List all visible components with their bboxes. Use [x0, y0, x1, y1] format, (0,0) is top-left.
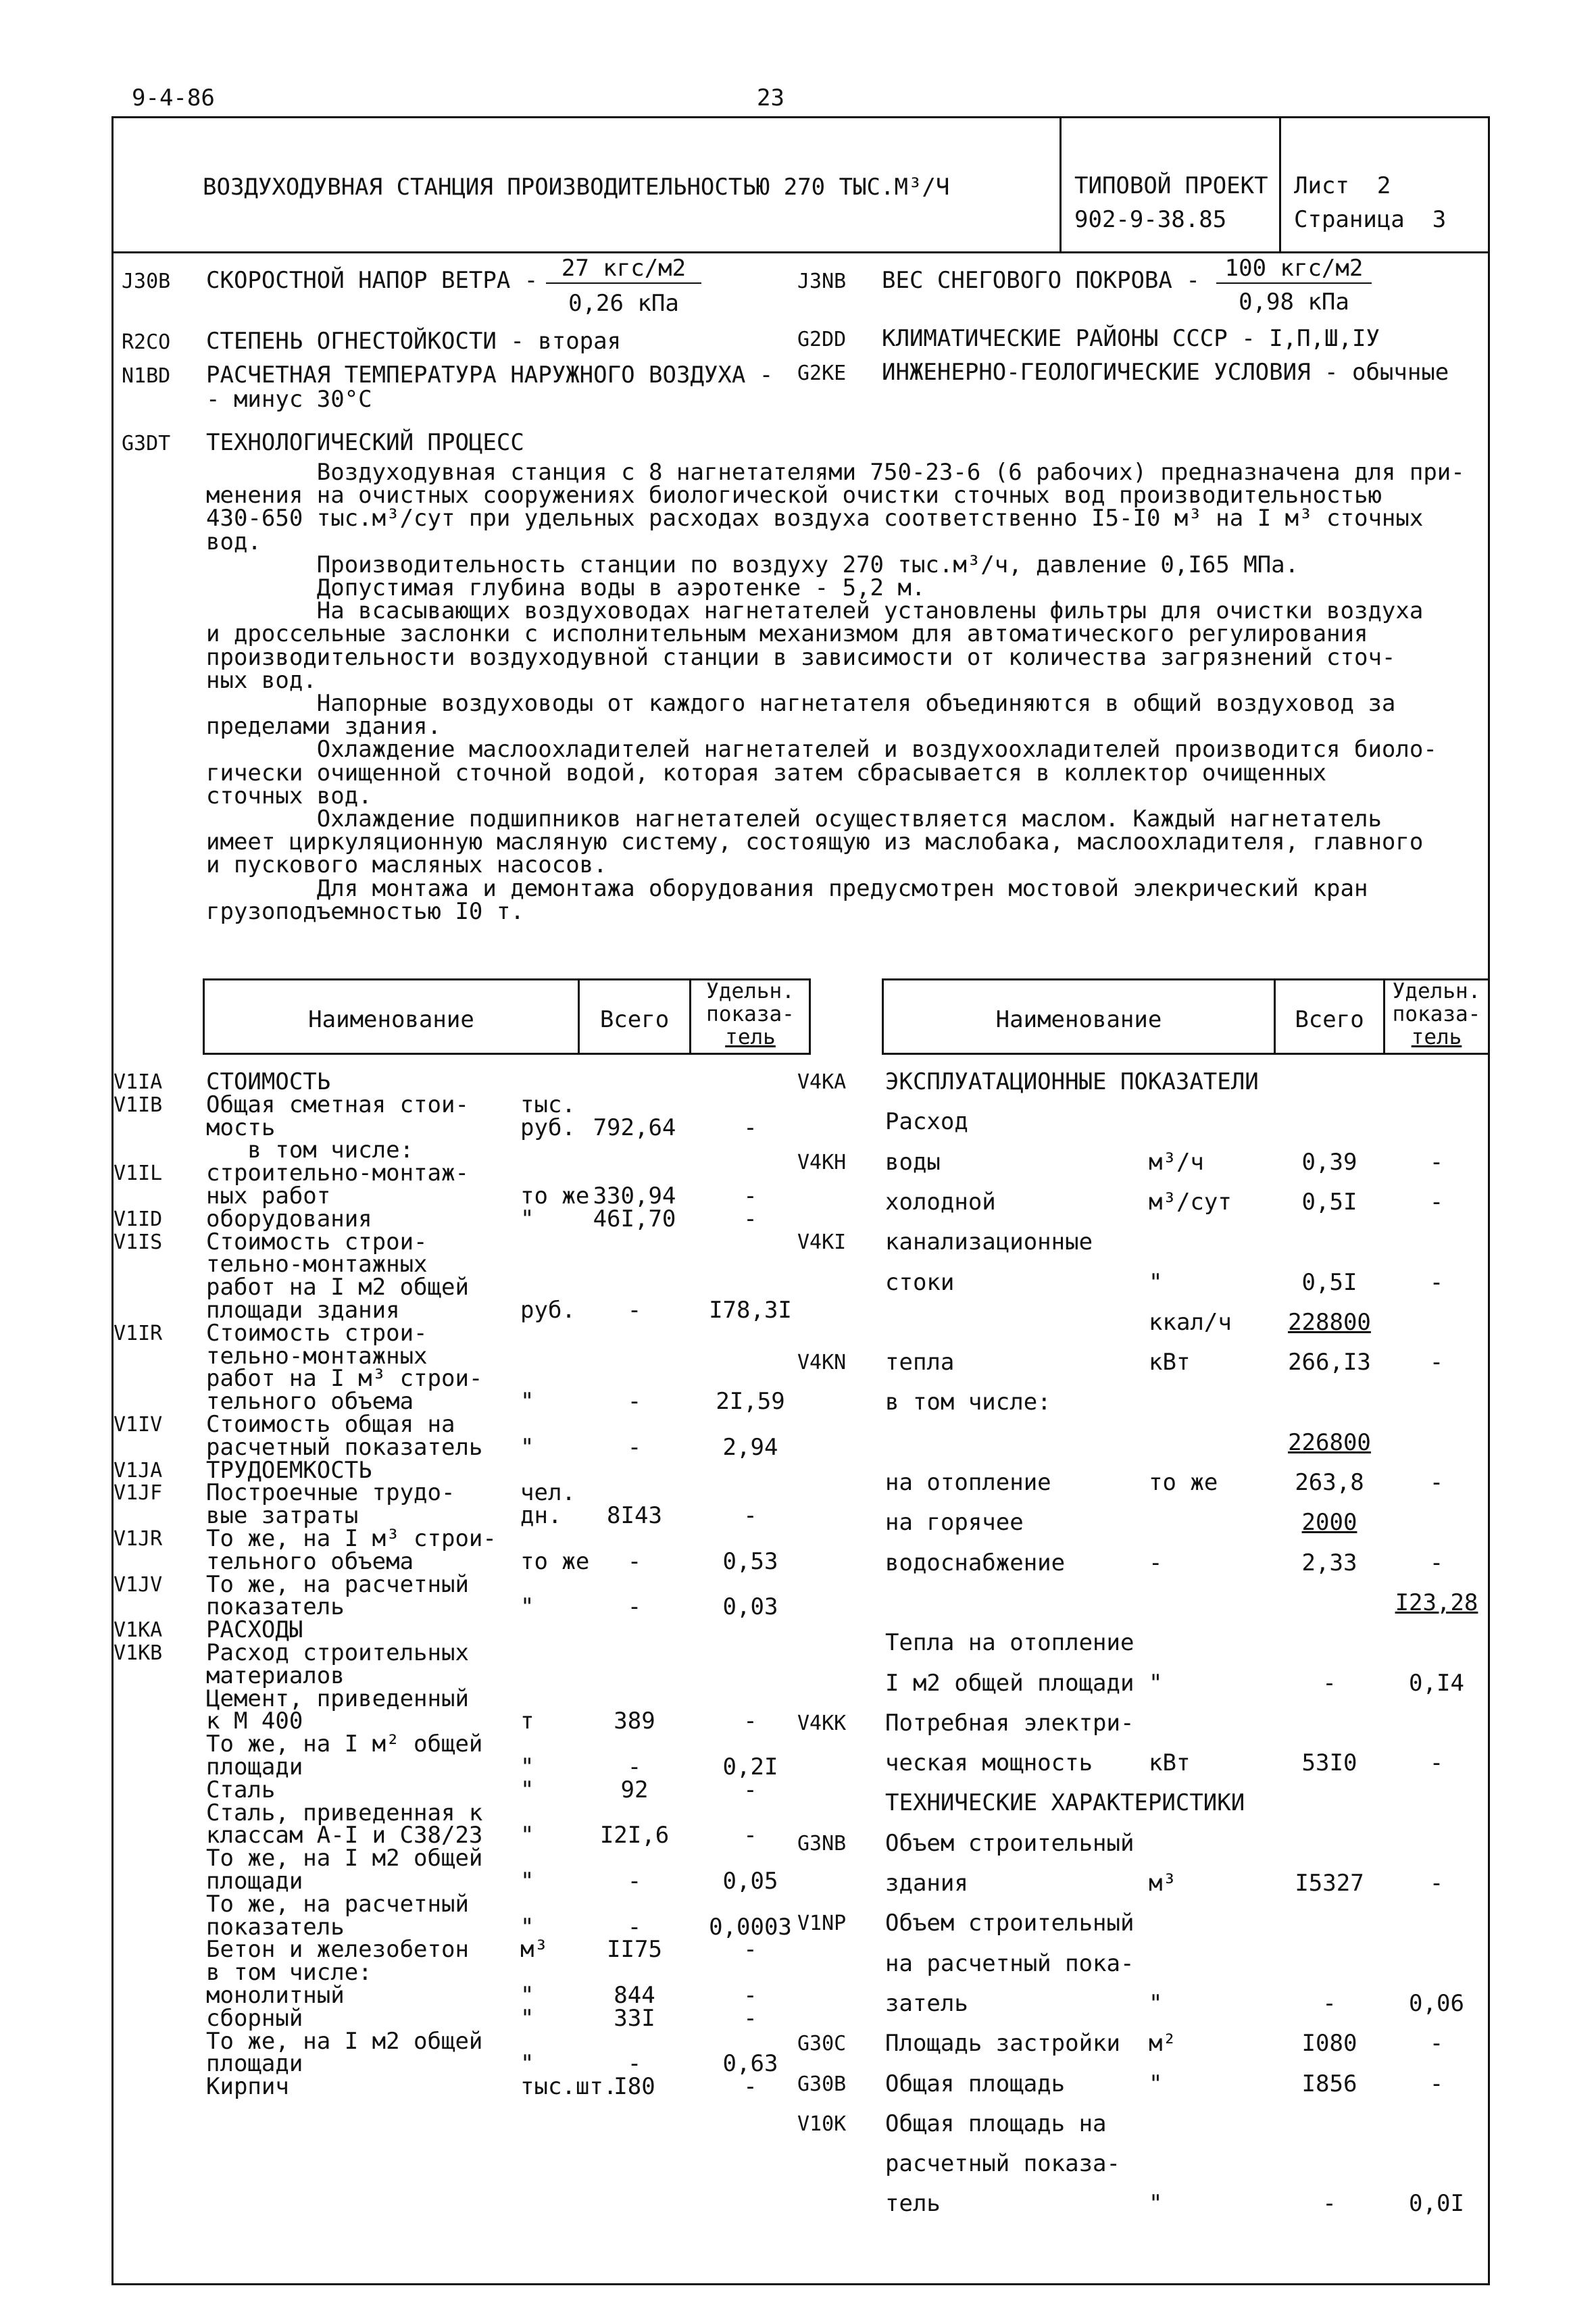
left-header-total: Всего: [599, 1006, 670, 1033]
row-total: 228800: [1288, 1308, 1371, 1336]
row-total: 263,8: [1295, 1469, 1364, 1496]
page-label: Страница 3: [1294, 206, 1447, 233]
row-name: классам А-I и С38/23: [206, 1822, 483, 1849]
row-spec: 0,06: [1409, 1989, 1464, 2017]
row-spec: -: [1429, 1749, 1444, 1777]
row-name: в том числе:: [206, 1959, 372, 1987]
row-code: G3NB: [797, 1831, 847, 1856]
row-name: Стоимость строи-: [206, 1228, 428, 1255]
row-name: оборудования: [206, 1205, 372, 1233]
right-header-spec-3: тель: [1411, 1025, 1462, 1049]
row-unit: ": [520, 1593, 534, 1621]
row-total: II75: [607, 1936, 662, 1964]
row-spec: -: [743, 1183, 757, 1210]
document-title: ВОЗДУХОДУВНАЯ СТАНЦИЯ ПРОИЗВОДИТЕЛЬНОСТЬЮ 270 ТЫС.М³/Ч: [203, 174, 950, 201]
process-line: Охлаждение маслоохладителей нагнетателей и воздухоохладителей производится биоло-: [206, 736, 1437, 764]
row-spec: -: [1429, 1268, 1444, 1296]
row-total: I5327: [1295, 1870, 1364, 1897]
process-line: имеет циркуляционную масляную систему, состоящую из маслобака, маслоохладителя, главного: [206, 828, 1424, 856]
snow-value-1: 100 кгс/м2: [1224, 255, 1364, 282]
process-line: пределами здания.: [206, 713, 441, 741]
row-name: площади: [206, 2050, 303, 2078]
row-unit: -: [1149, 1549, 1163, 1576]
row-unit: тыс.: [520, 1091, 576, 1118]
climate-code: G2DD: [797, 328, 847, 351]
row-total: 266,I3: [1288, 1349, 1371, 1376]
row-unit: кВт: [1149, 1749, 1191, 1777]
row-name: Сталь, приведенная к: [206, 1799, 483, 1826]
project-label: ТИПОВОЙ ПРОЕКТ: [1074, 172, 1268, 199]
climate-text: КЛИМАТИЧЕСКИЕ РАЙОНЫ СССР - I,П,Ш,IУ: [882, 325, 1380, 352]
row-total: 330,94: [593, 1183, 676, 1210]
row-name: расчетный показа-: [885, 2150, 1120, 2178]
row-total: -: [627, 1388, 642, 1416]
geo-code: G2KE: [797, 362, 847, 385]
row-name: Цемент, приведенный: [206, 1685, 469, 1712]
row-spec: -: [743, 1205, 757, 1233]
wind-value-2: 0,26 кПа: [568, 290, 679, 317]
row-name: монолитный: [206, 1982, 345, 2009]
row-total: I80: [614, 2073, 655, 2101]
row-total: 2000: [1301, 1509, 1357, 1537]
row-name: РАСХОДЫ: [206, 1616, 303, 1644]
fire-code: R2CO: [122, 330, 171, 354]
row-code: V1JA: [114, 1458, 163, 1483]
row-total: 844: [614, 1982, 655, 2009]
row-name: тепла: [885, 1349, 955, 1376]
row-unit: дн.: [520, 1502, 562, 1530]
row-name: СТОИМОСТЬ: [206, 1068, 331, 1095]
row-name: То же, на расчетный: [206, 1890, 469, 1918]
process-line: грузоподъемностью I0 т.: [206, 897, 524, 925]
row-unit: м³/сут: [1149, 1188, 1232, 1216]
title-vline-2: [1279, 116, 1281, 253]
row-unit: ": [1149, 1268, 1163, 1296]
row-code: V1JR: [114, 1527, 163, 1551]
row-spec: -: [743, 1776, 757, 1803]
row-total: -: [1322, 1669, 1337, 1697]
row-spec: 0,63: [722, 2050, 778, 2078]
row-name: в том числе:: [885, 1389, 1051, 1416]
row-unit: ": [520, 1388, 534, 1416]
left-header-spec-1: Удельн.: [706, 979, 795, 1003]
row-total: I080: [1301, 2030, 1357, 2058]
left-header-spec-3: тель: [725, 1025, 776, 1049]
right-header-spec-1: Удельн.: [1392, 979, 1481, 1003]
row-total: -: [1322, 1989, 1337, 2017]
row-spec: 0,05: [722, 1868, 778, 1895]
row-name: работ на I м2 общей: [206, 1274, 469, 1301]
row-code: V1ID: [114, 1207, 163, 1231]
row-name: на отопление: [885, 1469, 1051, 1496]
row-unit: ": [1149, 1989, 1163, 2017]
row-spec: -: [743, 1114, 757, 1141]
row-name: тельного объема: [206, 1388, 414, 1416]
row-code: G30C: [797, 2032, 847, 2056]
fire-text: СТЕПЕНЬ ОГНЕСТОЙКОСТИ - вторая: [206, 328, 622, 355]
row-name: Общая сметная стои-: [206, 1091, 469, 1118]
row-name: ных работ: [206, 1183, 331, 1210]
row-name: Площадь застройки: [885, 2030, 1120, 2058]
process-line: гически очищенной сточной водой, которая затем сбрасывается в коллектор очищенных: [206, 759, 1327, 787]
row-total: 792,64: [593, 1114, 676, 1141]
row-unit: ": [520, 1776, 534, 1803]
row-spec: 0,2I: [722, 1753, 778, 1781]
row-name: к М 400: [206, 1708, 303, 1735]
process-line: менения на очистных сооружениях биологической очистки сточных вод производительностью: [206, 482, 1382, 509]
row-unit: ": [520, 1913, 534, 1941]
process-line: 430-650 тыс.м³/сут при удельных расходах воздуха соответственно I5-I0 м³ на I м³ сточных: [206, 505, 1424, 532]
row-total: 8I43: [607, 1502, 662, 1530]
row-total: I2I,6: [599, 1822, 670, 1849]
row-name: показатель: [206, 1593, 345, 1621]
row-code: V1IR: [114, 1321, 163, 1345]
snow-code: J3NB: [797, 270, 847, 293]
process-line: На всасывающих воздуховодах нагнетателей установлены фильтры для очистки воздуха: [206, 597, 1424, 625]
row-name: Сталь: [206, 1776, 276, 1803]
row-spec: 0,03: [722, 1593, 778, 1621]
process-line: производительности воздуходувной станции в зависимости от количества загрязнений сточ-: [206, 643, 1396, 671]
snow-fraction-line: [1216, 282, 1372, 284]
row-name: Объем строительный: [885, 1910, 1134, 1937]
row-name: тельно-монтажных: [206, 1342, 428, 1370]
row-code: V1IS: [114, 1230, 163, 1254]
row-code: V1IB: [114, 1093, 163, 1117]
row-name: водоснабжение: [885, 1549, 1066, 1576]
process-heading: ТЕХНОЛОГИЧЕСКИЙ ПРОЦЕСС: [206, 429, 524, 456]
row-name: Тепла на отопление: [885, 1629, 1134, 1657]
row-total: I856: [1301, 2070, 1357, 2097]
row-unit: т: [520, 1708, 534, 1735]
doc-code: 9-4-86: [132, 84, 215, 111]
row-spec: 0,0003: [709, 1913, 792, 1941]
project-number: 902-9-38.85: [1074, 206, 1227, 233]
row-total: -: [627, 1913, 642, 1941]
row-name: воды: [885, 1148, 941, 1176]
row-spec: 2I,59: [716, 1388, 785, 1416]
row-spec: -: [743, 2004, 757, 2032]
temp-line-2: - минус 30°C: [206, 386, 372, 413]
process-line: Производительность станции по воздуху 270 тыс.м³/ч, давление 0,I65 МПа.: [206, 551, 1299, 578]
row-code: V1JF: [114, 1481, 163, 1505]
snow-value-2: 0,98 кПа: [1239, 289, 1349, 316]
row-unit: ": [520, 1433, 534, 1461]
row-name: Стоимость общая на: [206, 1411, 455, 1438]
row-code: G30B: [797, 2072, 847, 2096]
row-code: V4KI: [797, 1230, 847, 1255]
row-name: вые затраты: [206, 1502, 359, 1530]
row-name: стоки: [885, 1268, 955, 1296]
row-unit: м³: [520, 1936, 548, 1964]
row-name: площади здания: [206, 1297, 400, 1324]
row-name: ЭКСПЛУАТАЦИОННЫЕ ПОКАЗАТЕЛИ: [885, 1068, 1259, 1095]
row-code: V1IV: [114, 1413, 163, 1437]
row-name: строительно-монтаж-: [206, 1160, 469, 1187]
row-total: 92: [620, 1776, 649, 1803]
row-unit: ": [520, 2004, 534, 2032]
row-code: V1IL: [114, 1162, 163, 1186]
row-total: -: [627, 1593, 642, 1621]
row-unit: руб.: [520, 1297, 576, 1324]
row-name: То же, на расчетный: [206, 1570, 469, 1598]
row-spec: 0,53: [722, 1547, 778, 1575]
row-unit: тыс.шт.: [520, 2073, 618, 2101]
row-name: Объем строительный: [885, 1829, 1134, 1857]
row-spec: -: [743, 1982, 757, 2009]
right-header-spec-2: показа-: [1392, 1002, 1481, 1026]
process-line: Для монтажа и демонтажа оборудования предусмотрен мостовой элекрический кран: [206, 874, 1368, 902]
row-name: площади: [206, 1753, 303, 1781]
row-name: сборный: [206, 2004, 303, 2032]
page-number: 23: [757, 84, 784, 111]
row-spec: -: [743, 2073, 757, 2101]
row-name: ческая мощность: [885, 1749, 1093, 1777]
row-spec: -: [1429, 2070, 1444, 2097]
wind-label: СКОРОСТНОЙ НАПОР ВЕТРА -: [206, 267, 539, 294]
row-code: V1KB: [114, 1641, 163, 1665]
row-name: тель: [885, 2190, 941, 2218]
row-name: расчетный показатель: [206, 1433, 483, 1461]
row-name: I м2 общей площади: [885, 1669, 1134, 1697]
row-unit: м³: [1149, 1870, 1176, 1897]
row-code: V1IA: [114, 1070, 163, 1094]
row-unit: ": [1149, 2070, 1163, 2097]
row-spec: -: [1429, 1349, 1444, 1376]
row-total: 46I,70: [593, 1205, 676, 1233]
row-name: площади: [206, 1868, 303, 1895]
row-name: Общая площадь на: [885, 2110, 1107, 2137]
row-unit: то же: [520, 1183, 590, 1210]
row-name: То же, на I м2 общей: [206, 1845, 483, 1872]
row-total: -: [1322, 2190, 1337, 2218]
row-name: показатель: [206, 1913, 345, 1941]
row-spec: -: [1429, 1870, 1444, 1897]
process-line: Охлаждение подшипников нагнетателей осуществляется маслом. Каждый нагнетатель: [206, 805, 1382, 832]
row-name: Построечные трудо-: [206, 1479, 455, 1507]
process-line: сточных вод.: [206, 782, 372, 810]
row-name: затель: [885, 1989, 968, 2017]
row-unit: чел.: [520, 1479, 576, 1507]
row-total: 2,33: [1301, 1549, 1357, 1576]
row-code: V10K: [797, 2112, 847, 2136]
row-spec: -: [743, 1936, 757, 1964]
row-total: -: [627, 1297, 642, 1324]
row-name: здания: [885, 1870, 968, 1897]
row-name: Потребная электри-: [885, 1709, 1134, 1737]
row-unit: ": [520, 1205, 534, 1233]
row-unit: ": [520, 1753, 534, 1781]
row-name: Расход строительных: [206, 1639, 469, 1666]
row-total: -: [627, 1433, 642, 1461]
row-unit: ": [520, 2050, 534, 2078]
row-code: V1KA: [114, 1618, 163, 1643]
row-unit: ": [520, 1982, 534, 2009]
row-spec: -: [743, 1822, 757, 1849]
row-code: V4KH: [797, 1150, 847, 1174]
row-name: холодной: [885, 1188, 996, 1216]
process-line: вод.: [206, 528, 261, 555]
row-name: ТЕХНИЧЕСКИЕ ХАРАКТЕРИСТИКИ: [885, 1789, 1245, 1817]
row-unit: ": [1149, 2190, 1163, 2218]
row-spec: 2,94: [722, 1433, 778, 1461]
row-code: V1NP: [797, 1912, 847, 1936]
wind-value-1: 27 кгс/м2: [561, 255, 687, 282]
title-divider: [111, 251, 1490, 253]
row-total: -: [627, 2050, 642, 2078]
process-line: Напорные воздуховоды от каждого нагнетателя объединяются в общий воздуховод за: [206, 690, 1396, 717]
row-name: на горячее: [885, 1509, 1024, 1537]
row-total: -: [627, 1547, 642, 1575]
row-total: -: [627, 1868, 642, 1895]
process-line: ных вод.: [206, 666, 317, 694]
right-header-total: Всего: [1295, 1006, 1364, 1033]
row-unit: кВт: [1149, 1349, 1191, 1376]
temp-line-1: РАСЧЕТНАЯ ТЕМПЕРАТУРА НАРУЖНОГО ВОЗДУХА -: [206, 362, 774, 389]
row-name: работ на I м³ строи-: [206, 1365, 483, 1393]
row-name: в том числе:: [206, 1137, 414, 1164]
title-vline-1: [1059, 116, 1062, 253]
row-unit: то же: [520, 1547, 590, 1575]
row-unit: руб.: [520, 1114, 576, 1141]
row-spec: I23,28: [1395, 1589, 1478, 1616]
left-header-name: Наименование: [308, 1006, 474, 1033]
row-unit: ккал/ч: [1149, 1308, 1232, 1336]
row-name: Кирпич: [206, 2073, 289, 2101]
row-spec: I78,3I: [709, 1297, 792, 1324]
row-name: Бетон и железобетон: [206, 1936, 469, 1964]
row-code: V4KA: [797, 1070, 847, 1094]
process-line: и дроссельные заслонки с исполнительным механизмом для автоматического регулирования: [206, 620, 1368, 648]
row-total: 0,5I: [1301, 1188, 1357, 1216]
row-name: То же, на I м2 общей: [206, 2027, 483, 2055]
row-unit: м²: [1149, 2030, 1176, 2058]
row-name: Общая площадь: [885, 2070, 1066, 2097]
row-name: То же, на I м³ строи-: [206, 1525, 497, 1552]
row-spec: -: [743, 1708, 757, 1735]
row-total: 226800: [1288, 1428, 1371, 1456]
row-spec: -: [743, 1502, 757, 1530]
row-unit: ": [520, 1822, 534, 1849]
left-header-spec-2: показа-: [706, 1002, 795, 1026]
row-name: тельно-монтажных: [206, 1251, 428, 1278]
row-spec: -: [1429, 1549, 1444, 1576]
process-line: Воздуходувная станция с 8 нагнетателями 750-23-6 (6 рабочих) предназначена для при-: [206, 459, 1465, 486]
row-name: ТРУДОЕМКОСТЬ: [206, 1456, 372, 1484]
snow-label: ВЕС СНЕГОВОГО ПОКРОВА -: [882, 267, 1200, 294]
row-unit: то же: [1149, 1469, 1218, 1496]
row-spec: -: [1429, 1148, 1444, 1176]
row-name: То же, на I м² общей: [206, 1731, 483, 1758]
temp-code: N1BD: [122, 364, 171, 388]
row-spec: -: [1429, 1188, 1444, 1216]
wind-fraction-line: [546, 282, 701, 284]
row-spec: -: [1429, 2030, 1444, 2058]
row-name: канализационные: [885, 1228, 1093, 1256]
row-name: материалов: [206, 1662, 345, 1689]
row-total: 0,39: [1301, 1148, 1357, 1176]
row-total: -: [627, 1753, 642, 1781]
row-name: Расход: [885, 1108, 968, 1136]
row-name: на расчетный пока-: [885, 1949, 1134, 1977]
geo-text: ИНЖЕНЕРНО-ГЕОЛОГИЧЕСКИЕ УСЛОВИЯ - обычные: [882, 359, 1449, 386]
row-unit: м³/ч: [1149, 1148, 1204, 1176]
row-total: 33I: [614, 2004, 655, 2032]
row-total: 53I0: [1301, 1749, 1357, 1777]
right-header-name: Наименование: [995, 1006, 1162, 1033]
process-line: Допустимая глубина воды в аэротенке - 5,2 м.: [206, 574, 926, 601]
process-code: G3DT: [122, 432, 171, 455]
row-name: тельного объема: [206, 1547, 414, 1575]
process-line: и пускового масляных насосов.: [206, 851, 607, 879]
row-code: V4KN: [797, 1351, 847, 1375]
row-code: V1JV: [114, 1572, 163, 1597]
row-spec: 0,0I: [1409, 2190, 1464, 2218]
row-spec: 0,I4: [1409, 1669, 1464, 1697]
sheet-label: Лист 2: [1294, 172, 1391, 199]
row-unit: ": [520, 1868, 534, 1895]
row-name: мость: [206, 1114, 276, 1141]
wind-code: J30B: [122, 270, 171, 293]
row-unit: ": [1149, 1669, 1163, 1697]
row-spec: -: [1429, 1469, 1444, 1496]
row-name: Стоимость строи-: [206, 1319, 428, 1347]
row-code: V4KK: [797, 1711, 847, 1735]
row-total: 0,5I: [1301, 1268, 1357, 1296]
row-total: 389: [614, 1708, 655, 1735]
